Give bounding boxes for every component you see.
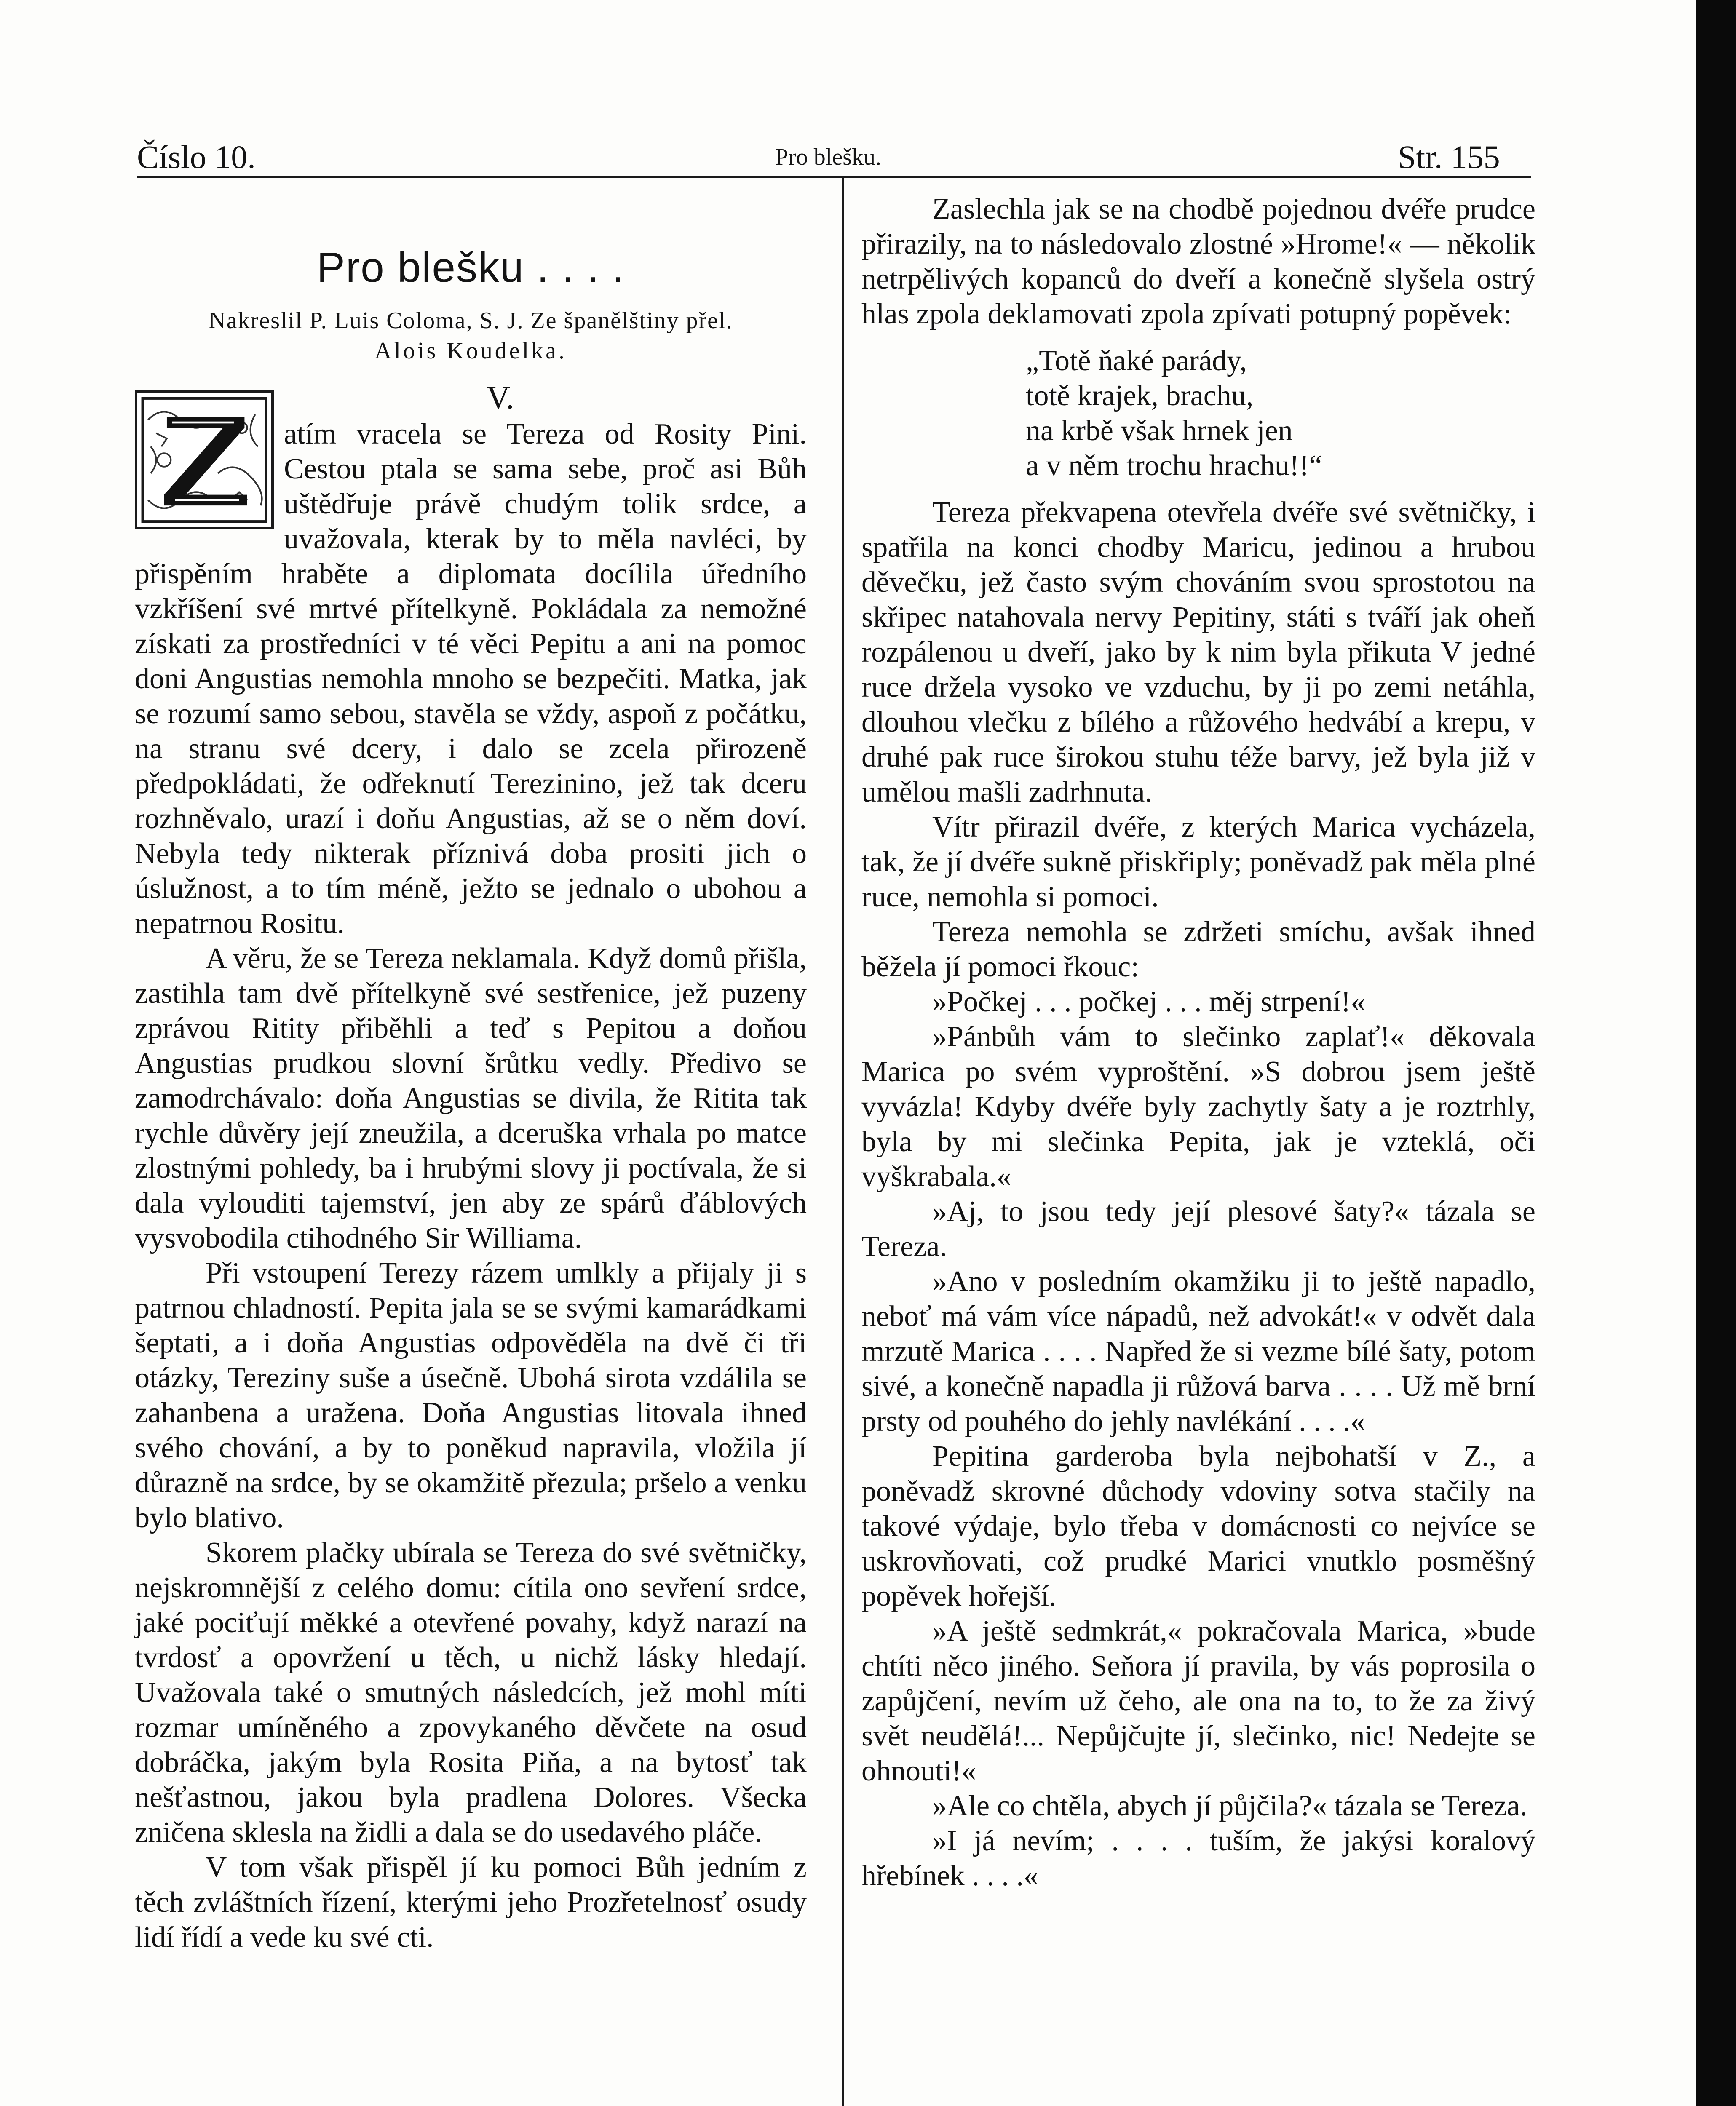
dialogue-line: »I já nevím; . . . . tuším, že jakýsi koralový hřebínek . . . .«: [861, 1825, 1535, 1892]
dialogue-line: »Aj, to jsou tedy její plesové šaty?« tázala se Tereza.: [861, 1195, 1535, 1263]
verse-line: na krbě však hrnek jen: [1026, 414, 1293, 447]
verse-line: totě krajek, brachu,: [1026, 380, 1254, 412]
paragraph: A věru, že se Tereza neklamala. Když domů přišla, zastihla tam dvě přítelkyně své sestřenice, jež puzeny zprávou Ritity přiběhli a teď s Pepitou a doňou Angustias prudkou slovní šrůtku vedly. Předivo se zamodrchávalo: doňa Angustias se divila, že Ritita tak rychle důvěry její zneužila, a dceruška vrhala po matce zlostnými pohledy, ba i hrubými slovy ji poctívala, že si dala vylouditi tajemství, jen aby ze spárů ďáblových vysvobodila ctihodného Sir Williama.: [135, 942, 807, 1254]
column-divider: [842, 178, 844, 2106]
paragraph: Tereza překvapena otevřela dvéře své světničky, i spatřila na konci chodby Maricu, jedinou a hrubou děvečku, jež často svým chováním svou sprostotou na skřipec natahovala nervy Pepitiny, státi s tváří jak oheň rozpálenou u dveří, jako by k nim byla přikuta V jedné ruce držela vysoko ve vzduchu, by ji po zemi netáhla, dlouhou vlečku z bílého a růžového hedvábí a krepu, v druhé pak ruce širokou stuhu téže barvy, jež byla již v umělou mašli zadrhnuta.: [861, 496, 1535, 808]
dialogue-line: »Ano v posledním okamžiku ji to ještě napadlo, neboť má vám více nápadů, než advokát!« v odvět dala mrzutě Marica . . . . Napřed že si vezme bílé šaty, potom sivé, a konečně napadla ji růžová barva . . . . Už mě brní prsty od pouhého do jehly navlékání . . . .«: [861, 1265, 1535, 1438]
credit-line-translator: Alois Koudelka.: [374, 338, 567, 364]
paragraph: Skorem plačky ubírala se Tereza do své světničky, nejskromnější z celého domu: cítila ono sevření srdce, jaké pociťují měkké a otevřené povahy, když narazí na tvrdosť a opovržení u těch, u nichž lásky hledají. Uvažovala také o smutných následcích, jež mohl míti rozmar umíněného a zpovykaného děvčete na osud dobráčka, jakým byla Rosita Piňa, a na bytosť tak nešťastnou, jakou byla pradlena Dolores. Všecka zničena sklesla na židli a dala se do usedavého pláče.: [135, 1537, 807, 1849]
article-title: Pro blešku . . . .: [317, 244, 625, 291]
header-rule: [137, 176, 1531, 178]
verse-line: a v něm trochu hrachu!!“: [1026, 449, 1322, 482]
paragraph: Vítr přirazil dvéře, z kterých Marica vycházela, tak, že jí dvéře sukně přiskřiply; poněvadž pak měla plné ruce, nemohla si pomoci.: [861, 811, 1535, 913]
scanner-border: [1696, 0, 1736, 2106]
chapter-heading: V.: [486, 379, 514, 416]
verse-block: [1026, 343, 1535, 483]
issue-number: Číslo 10.: [137, 139, 256, 175]
paragraph: V tom však přispěl jí ku pomoci Bůh jedním z těch zvláštních řízení, kterými jeho Prozřetelnosť osudy lidí řídí a vede ku své cti.: [135, 1851, 807, 1954]
paragraph: Pepitina garderoba byla nejbohatší v Z., a poněvadž skrovné důchody vdoviny sotva stačily na takové výdaje, bylo třeba v domácnosti co nejvíce se uskrovňovati, což prudké Marici vnutklo posměšný popěvek hořejší.: [861, 1440, 1535, 1612]
page-number: Str. 155: [1398, 139, 1500, 175]
paragraph: Zaslechla jak se na chodbě pojednou dvéře prudce přirazily, na to následovalo zlostné »Hrome!« — několik netrpělivých kopanců do dveří a konečně slyšela ostrý hlas zpola deklamovati zpola zpívati potupný popěvek:: [861, 193, 1535, 330]
paragraph: atím vracela se Tereza od Rosity Pini. Cestou ptala se sama sebe, proč asi Bůh uštědřuje právě chudým tolik srdce, a uvažovala, kterak by to měla navléci, by přispěním hraběte a diplomata docílila úředního vzkříšení své mrtvé přítelkyně. Pokládala za nemožné získati za prostředníci v té věci Pepitu a ani na pomoc doni Angustias nemohla mnoho se bezpečiti. Matka, jak se rozumí samo sebou, stavěla se vždy, aspoň z počátku, na stranu své dcery, i dalo se zcela přirozeně předpokládati, že odřeknutí Terezinino, jež tak dceru rozhněvalo, urazí i doňu Angustias, až se o něm doví. Nebyla tedy nikterak příznivá doba prositi jich o úslužnost, a to tím méně, ježto se jednalo o ubohou a nepatrnou Rositu.: [135, 417, 807, 941]
ornamental-initial-graphic: [137, 393, 271, 527]
dialogue-line: »Ale co chtěla, abych jí půjčila?« tázala se Tereza.: [932, 1790, 1527, 1822]
paragraph: Tereza nemohla se zdržeti smíchu, avšak ihned běžela jí pomoci řkouc:: [861, 916, 1535, 983]
dialogue-line: »Pánbůh vám to slečinko zaplať!« děkovala Marica po svém vyproštění. »S dobrou jsem ještě vyvázla! Kdyby dvéře byly zachytly šaty a je roztrhly, byla by mi slečinka Pepita, jak je vzteklá, oči vyškrabala.«: [861, 1021, 1535, 1193]
ornamental-initial-z: [135, 390, 274, 529]
paragraph: Při vstoupení Terezy rázem umlkly a přijaly ji s patrnou chladností. Pepita jala se se svými kamarádkami šeptati, a i doňa Angustias odpověděla na dvě či tři otázky, Tereziny suše a úsečně. Ubohá sirota vzdálila se zahanbena a uražena. Doňa Angustias litovala ihned svého chování, a by to poněkud napravila, vložila jí důrazně na srdce, by se okamžitě přezula; pršelo a venku bylo blativo.: [135, 1257, 807, 1534]
left-column: [135, 192, 807, 1955]
credit-line: [135, 305, 807, 366]
running-title: Pro blešku.: [775, 144, 881, 170]
verse-line: „Totě ňaké parády,: [1026, 345, 1247, 377]
dialogue-line: »A ještě sedmkrát,« pokračovala Marica, »bude chtíti něco jiného. Seňora jí pravila, by vás poprosila o zapůjčení, nevím už čeho, ale ona na to, to že za živý svět neudělá!... Nepůjčujte jí, slečinko, nic! Nedejte se ohnouti!«: [861, 1615, 1535, 1787]
right-column: [861, 192, 1535, 1893]
dialogue-line: »Počkej . . . počkej . . . měj strpení!«: [932, 986, 1366, 1018]
credit-line-author: Nakreslil P. Luis Coloma, S. J. Ze španělštiny přel.: [209, 307, 733, 334]
